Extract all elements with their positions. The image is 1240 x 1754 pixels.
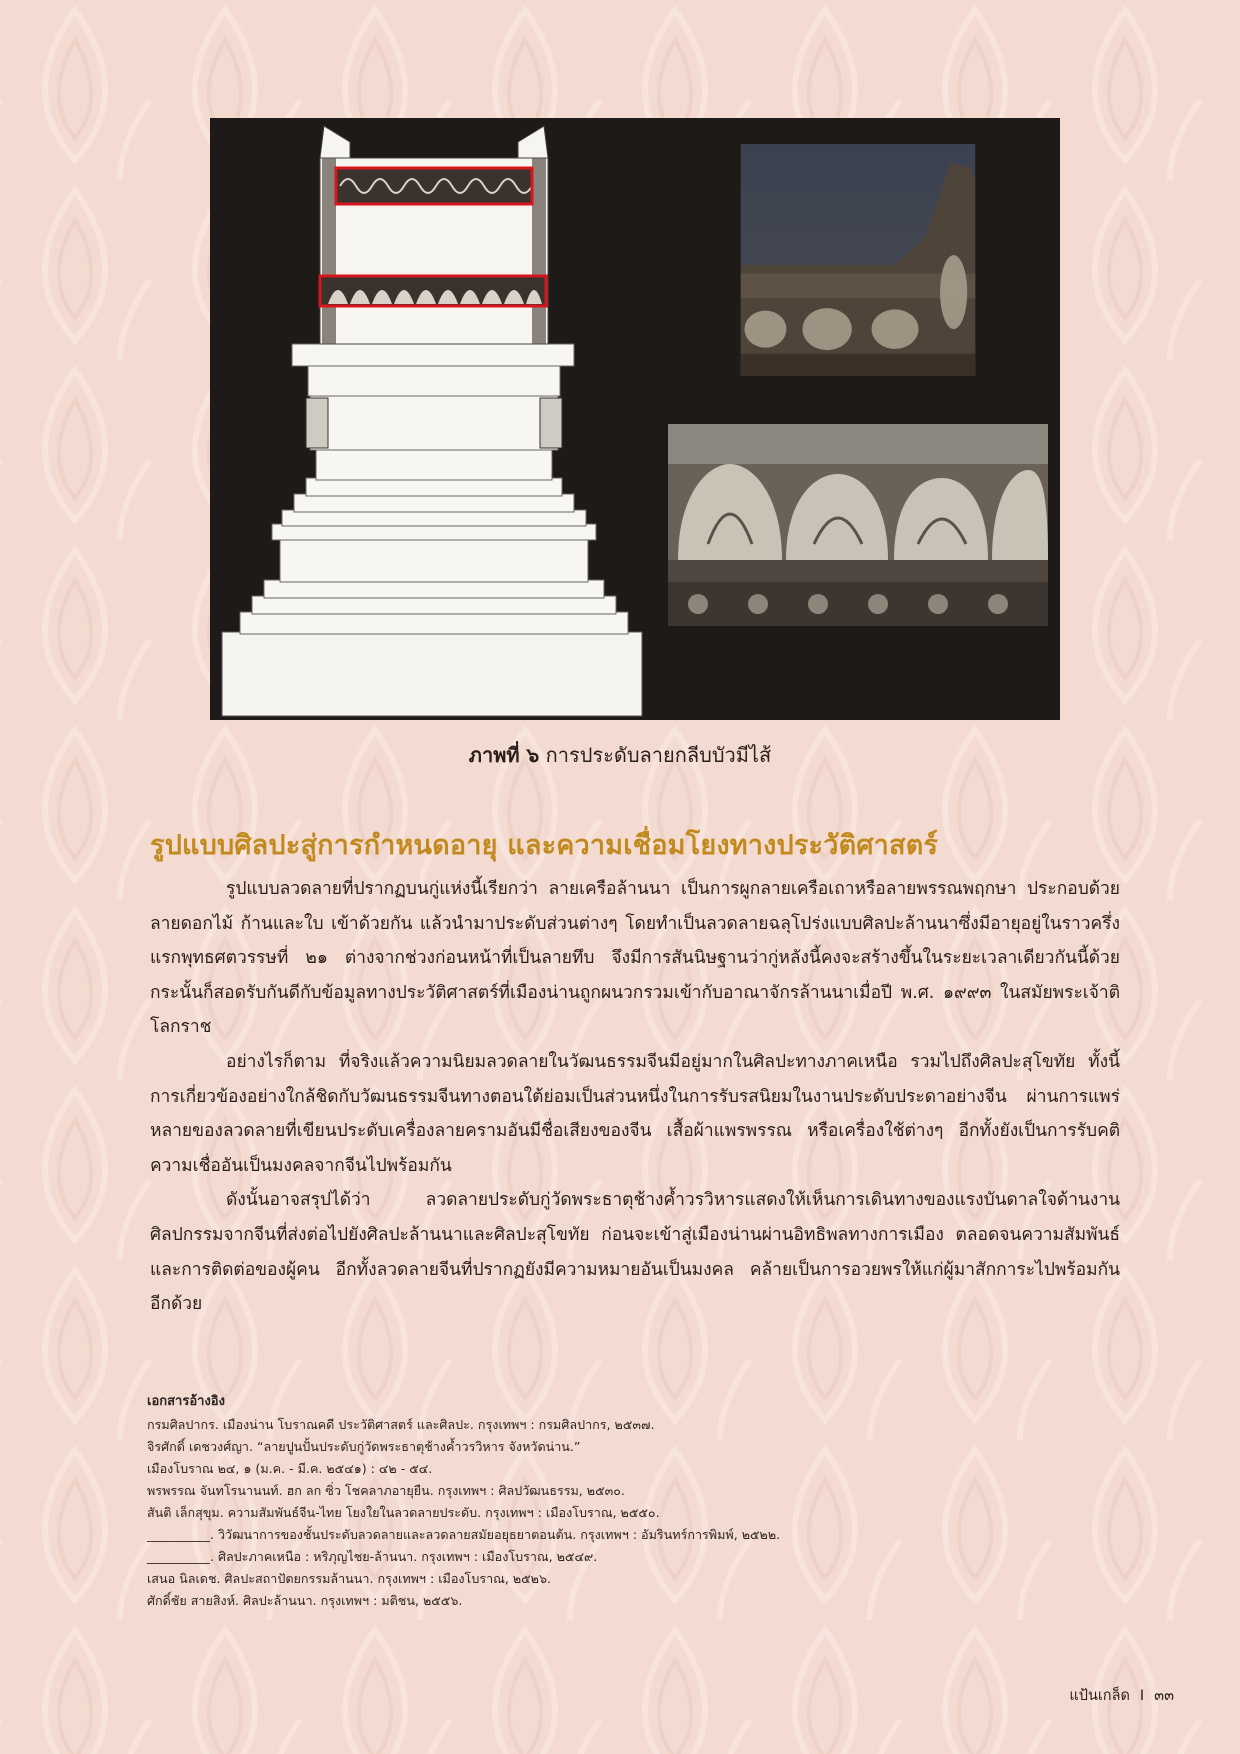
body-text bbox=[150, 872, 1120, 1322]
figure-caption bbox=[0, 739, 1240, 771]
reference-item: เมืองโบราณ ๒๔, ๑ (ม.ค. - มี.ค. ๒๕๔๑) : ๔๒ - ๕๔. bbox=[147, 1461, 433, 1476]
caption-label: ภาพที่ ๖ bbox=[468, 743, 540, 767]
caption-text: การประดับลายกลีบบัวมีไส้ bbox=[545, 743, 772, 767]
page-footer bbox=[1069, 1684, 1174, 1707]
paragraph-1: รูปแบบลวดลายที่ปรากฏบนกู่แห่งนี้เรียกว่า ลายเครือล้านนา เป็นการผูกลายเครือเถาหรือลายพรรณพฤกษา ประกอบด้วยลายดอกไม้ ก้านและใบ เข้าด้วยกัน แล้วนำมาประดับส่วนต่างๆ โดยทำเป็นลวดลายฉลุโปร่งแบบศิลปะล้านนาซึ่งมีอายุอยู่ในราวครึ่งแรกพุทธศตวรรษที่ ๒๑ ต่างจากช่วงก่อนหน้าที่เป็นลายทึบ จึงมีการสันนิษฐานว่ากู่หลังนี้คงจะสร้างขึ้นในระยะเวลาเดียวกันนี้ด้วย กระนั้นก็สอดรับกันดีกับข้อมูลทางประวัติศาสตร์ที่เมืองน่านถูกผนวกรวมเข้ากับอาณาจักรล้านนาเมื่อปี พ.ศ. ๑๙๙๓ ในสมัยพระเจ้าติโลกราช bbox=[150, 879, 1120, 1038]
reference-item: จิรศักดิ์ เดชวงศ์ญา. “ลายปูนปั้นประดับกู่วัดพระธาตุช้างค้ำวรวิหาร จังหวัดน่าน.” bbox=[147, 1439, 581, 1454]
reference-item: __________. ศิลปะภาคเหนือ : หริภุญไชย-ล้านนา. กรุงเทพฯ : เมืองโบราณ, ๒๕๔๙. bbox=[147, 1549, 598, 1564]
reference-item: ศักดิ์ชัย สายสิงห์. ศิลปะล้านนา. กรุงเทพฯ : มติชน, ๒๕๕๖. bbox=[147, 1593, 463, 1608]
paragraph-3: ดังนั้นอาจสรุปได้ว่า ลวดลายประดับกู่วัดพระธาตุช้างค้ำวรวิหารแสดงให้เห็นการเดินทางของแรงบันดาลใจด้านงานศิลปกรรมจากจีนที่ส่งต่อไปยังศิลปะล้านนาและศิลปะสุโขทัย ก่อนจะเข้าสู่เมืองน่านผ่านอิทธิพลทางการเมือง ตลอดจนความสัมพันธ์และการติดต่อของผู้คน อีกทั้งลวดลายจีนที่ปรากฏยังมีความหมายอันเป็นมงคล คล้ายเป็นการอวยพรให้แก่ผู้มาสักการะไปพร้อมกันอีกด้วย bbox=[150, 1190, 1120, 1315]
references bbox=[147, 1391, 1147, 1612]
stone-carving-photo-bottom bbox=[668, 424, 1048, 626]
stone-carving-photo-top bbox=[668, 144, 1048, 376]
reference-item: พรพรรณ จันทโรนานนท์. ฮก ลก ซิ่ว โชคลาภอายุยืน. กรุงเทพฯ : ศิลปวัฒนธรรม, ๒๕๓๐. bbox=[147, 1483, 625, 1498]
stupa-drawing bbox=[210, 118, 670, 720]
references-title: เอกสารอ้างอิง bbox=[147, 1394, 225, 1409]
reference-item: เสนอ นิลเดช. ศิลปะสถาปัตยกรรมล้านนา. กรุงเทพฯ : เมืองโบราณ, ๒๕๒๖. bbox=[147, 1571, 551, 1586]
reference-item: __________. วิวัฒนาการของชั้นประดับลวดลายและลวดลายสมัยอยุธยาตอนต้น. กรุงเทพฯ : อัมรินทร์การพิมพ์, ๒๕๒๒. bbox=[147, 1527, 781, 1542]
magazine-name: แป้นเกล็ด bbox=[1069, 1688, 1130, 1704]
section-heading: รูปแบบศิลปะสู่การกำหนดอายุ และความเชื่อมโยงทางประวัติศาสตร์ bbox=[150, 830, 939, 861]
figure-panel bbox=[210, 118, 1060, 720]
footer-separator: I bbox=[1139, 1688, 1145, 1704]
page-number: ๓๓ bbox=[1154, 1688, 1174, 1704]
reference-item: สันติ เล็กสุขุม. ความสัมพันธ์จีน-ไทย โยงใยในลวดลายประดับ. กรุงเทพฯ : เมืองโบราณ, ๒๕๕๐. bbox=[147, 1505, 660, 1520]
reference-item: กรมศิลปากร. เมืองน่าน โบราณคดี ประวัติศาสตร์ และศิลปะ. กรุงเทพฯ : กรมศิลปากร, ๒๕๓๗. bbox=[147, 1417, 655, 1432]
paragraph-2: อย่างไรก็ตาม ที่จริงแล้วความนิยมลวดลายในวัฒนธรรมจีนมีอยู่มากในศิลปะทางภาคเหนือ รวมไปถึงศิลปะสุโขทัย ทั้งนี้การเกี่ยวข้องอย่างใกล้ชิดกับวัฒนธรรมจีนทางตอนใต้ย่อมเป็นส่วนหนึ่งในการรับรสนิยมในงานประดับประดาอย่างจีน ผ่านการแพร่หลายของลวดลายที่เขียนประดับเครื่องลายครามอันมีชื่อเสียงของจีน เสื้อผ้าแพรพรรณ หรือเครื่องใช้ต่างๆ อีกทั้งยังเป็นการรับคติความเชื่ออันเป็นมงคลจากจีนไปพร้อมกัน bbox=[150, 1051, 1120, 1176]
